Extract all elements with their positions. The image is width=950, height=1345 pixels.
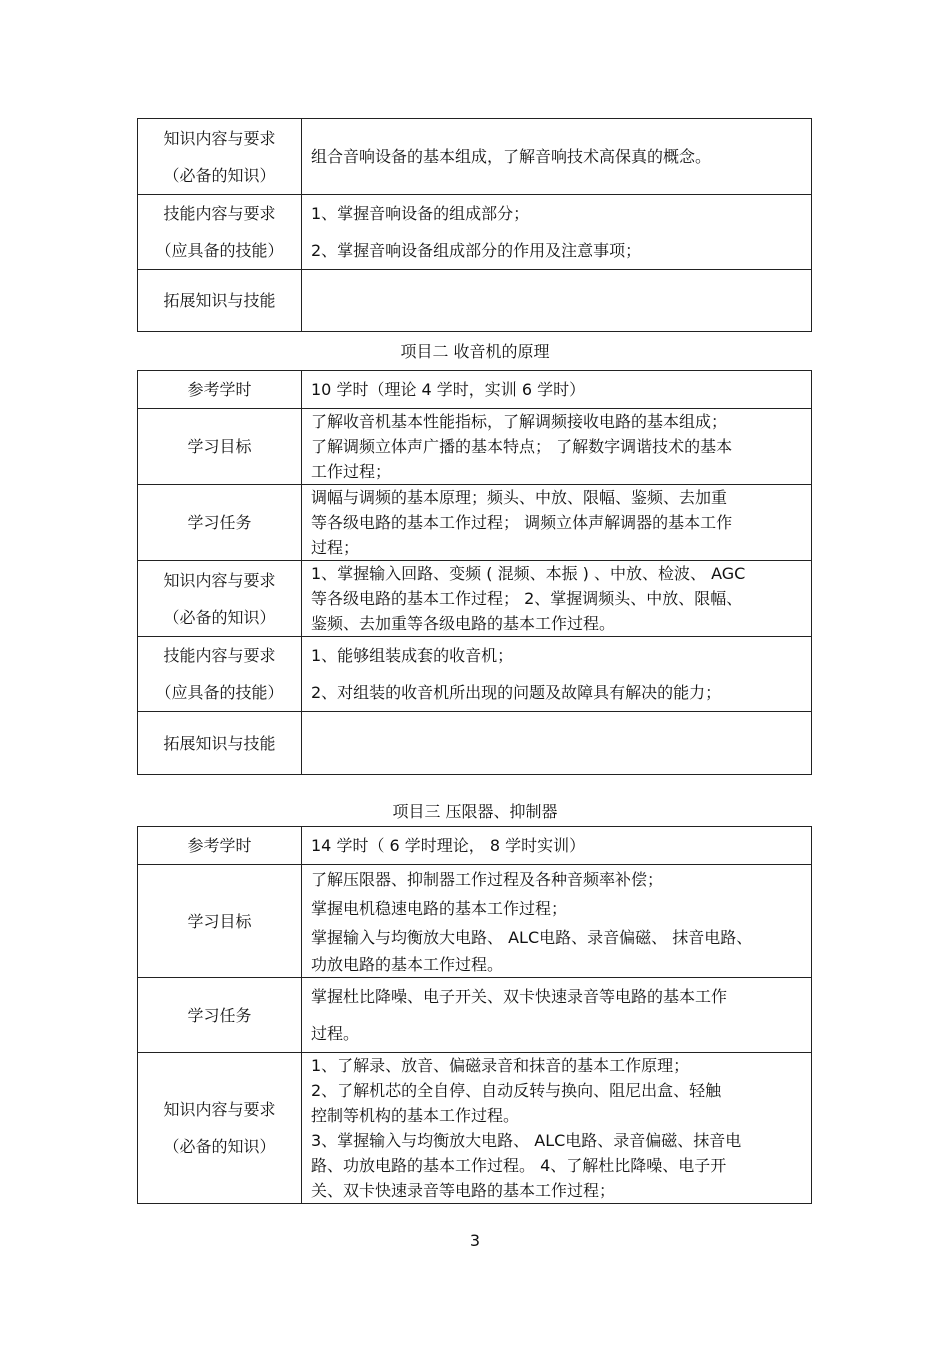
content-line: 等各级电路的基本工作过程； 2、掌握调频头、中放、限幅、 bbox=[311, 589, 743, 608]
table-row bbox=[138, 119, 812, 195]
content-line: 关、双卡快速录音等电路的基本工作过程； bbox=[311, 1181, 616, 1200]
course-table-1 bbox=[137, 118, 812, 332]
table-row bbox=[138, 371, 812, 409]
content-line: 1、了解录、放音、偏磁录音和抹音的基本工作原理； bbox=[311, 1056, 690, 1075]
content-line: 1、掌握音响设备的组成部分； bbox=[311, 204, 530, 223]
label-line: 拓展知识与技能 bbox=[163, 733, 276, 753]
content-line: 3、掌握输入与均衡放大电路、 ALC电路、录音偏磁、抹音电 bbox=[311, 1131, 742, 1150]
label-line: 知识内容与要求 bbox=[163, 128, 276, 148]
row-content bbox=[302, 485, 812, 561]
label-line: （应具备的技能） bbox=[155, 241, 284, 260]
table-row bbox=[138, 865, 812, 978]
content-line: 2、掌握音响设备组成部分的作用及注意事项； bbox=[311, 241, 642, 260]
label-line: 技能内容与要求 bbox=[163, 646, 276, 665]
content-line: 功放电路的基本工作过程。 bbox=[311, 955, 504, 974]
content-line: 等各级电路的基本工作过程； 调频立体声解调器的基本工作 bbox=[311, 513, 733, 532]
row-label bbox=[138, 1053, 302, 1204]
table-row bbox=[138, 409, 812, 485]
table-row bbox=[138, 1053, 812, 1204]
row-content bbox=[302, 978, 812, 1053]
label-line: 参考学时 bbox=[187, 836, 252, 855]
label-line: （必备的知识） bbox=[163, 1137, 276, 1156]
content-line: 了解压限器、抑制器工作过程及各种音频率补偿； bbox=[311, 870, 664, 889]
row-content bbox=[302, 1053, 812, 1204]
row-label bbox=[138, 561, 302, 637]
row-label bbox=[138, 485, 302, 561]
table-row bbox=[138, 195, 812, 270]
content-line: 2、了解机芯的全自停、自动反转与换向、阻尼出盒、轻触 bbox=[311, 1081, 722, 1100]
content-line: 了解调频立体声广播的基本特点； 了解数字调谐技术的基本 bbox=[311, 437, 733, 456]
content-line: 调幅与调频的基本原理；频头、中放、限幅、鉴频、去加重 bbox=[311, 488, 728, 507]
row-label bbox=[138, 637, 302, 712]
row-content bbox=[302, 561, 812, 637]
course-table-3 bbox=[137, 826, 812, 1204]
content-line: 组合音响设备的基本组成，了解音响技术高保真的概念。 bbox=[311, 147, 712, 166]
content-line: 10 学时（理论 4 学时，实训 6 学时） bbox=[311, 380, 586, 399]
table-row bbox=[138, 712, 812, 775]
row-label bbox=[138, 119, 302, 195]
content-line: 2、对组装的收音机所出现的问题及故障具有解决的能力； bbox=[311, 683, 722, 702]
content-line: 控制等机构的基本工作过程。 bbox=[311, 1106, 520, 1125]
row-label bbox=[138, 195, 302, 270]
section-title: 项目三 压限器、抑制器 bbox=[392, 802, 558, 821]
page-number: 3 bbox=[469, 1231, 481, 1250]
row-content bbox=[302, 865, 812, 978]
row-content-empty bbox=[302, 270, 812, 332]
row-label bbox=[138, 270, 302, 332]
label-line: 知识内容与要求 bbox=[163, 570, 276, 590]
content-line: 工作过程； bbox=[311, 462, 392, 481]
content-line: 了解收音机基本性能指标，了解调频接收电路的基本组成； bbox=[311, 412, 728, 431]
content-line: 1、掌握输入回路、变频 ( 混频、本振 ) 、中放、检波、 AGC bbox=[311, 564, 746, 583]
table-row bbox=[138, 637, 812, 712]
row-content bbox=[302, 195, 812, 270]
content-line: 掌握电机稳速电路的基本工作过程； bbox=[311, 899, 568, 918]
content-line: 1、能够组装成套的收音机； bbox=[311, 646, 514, 665]
content-line: 路、功放电路的基本工作过程。 4、了解杜比降噪、电子开 bbox=[311, 1156, 727, 1175]
label-line: 学习目标 bbox=[187, 437, 252, 456]
content-line: 掌握杜比降噪、电子开关、双卡快速录音等电路的基本工作 bbox=[311, 987, 728, 1006]
row-label bbox=[138, 865, 302, 978]
table-row bbox=[138, 561, 812, 637]
table-row bbox=[138, 485, 812, 561]
row-content bbox=[302, 827, 812, 865]
row-label bbox=[138, 409, 302, 485]
row-label bbox=[138, 371, 302, 409]
content-line: 过程。 bbox=[311, 1024, 360, 1043]
table-row bbox=[138, 827, 812, 865]
course-table-2 bbox=[137, 370, 812, 775]
row-content bbox=[302, 637, 812, 712]
label-line: （应具备的技能） bbox=[155, 683, 284, 702]
content-line: 14 学时（ 6 学时理论， 8 学时实训） bbox=[311, 836, 586, 855]
row-content bbox=[302, 409, 812, 485]
label-line: 拓展知识与技能 bbox=[163, 291, 276, 310]
row-label bbox=[138, 978, 302, 1053]
label-line: （必备的知识） bbox=[163, 607, 276, 627]
row-content bbox=[302, 119, 812, 195]
table-row bbox=[138, 270, 812, 332]
label-line: 学习任务 bbox=[187, 513, 252, 532]
row-content-empty bbox=[302, 712, 812, 775]
table-row bbox=[138, 978, 812, 1053]
row-label bbox=[138, 712, 302, 775]
label-line: 知识内容与要求 bbox=[163, 1100, 276, 1119]
content-line: 鉴频、去加重等各级电路的基本工作过程。 bbox=[311, 614, 616, 633]
section-title: 项目二 收音机的原理 bbox=[400, 342, 550, 361]
row-content bbox=[302, 371, 812, 409]
content-line: 过程； bbox=[311, 538, 360, 557]
row-label bbox=[138, 827, 302, 865]
label-line: 技能内容与要求 bbox=[163, 204, 276, 223]
label-line: 学习目标 bbox=[187, 911, 252, 931]
label-line: 参考学时 bbox=[187, 380, 252, 399]
content-line: 掌握输入与均衡放大电路、 ALC电路、录音偏磁、 抹音电路、 bbox=[311, 928, 753, 947]
label-line: 学习任务 bbox=[187, 1005, 252, 1025]
label-line: （必备的知识） bbox=[163, 165, 276, 185]
